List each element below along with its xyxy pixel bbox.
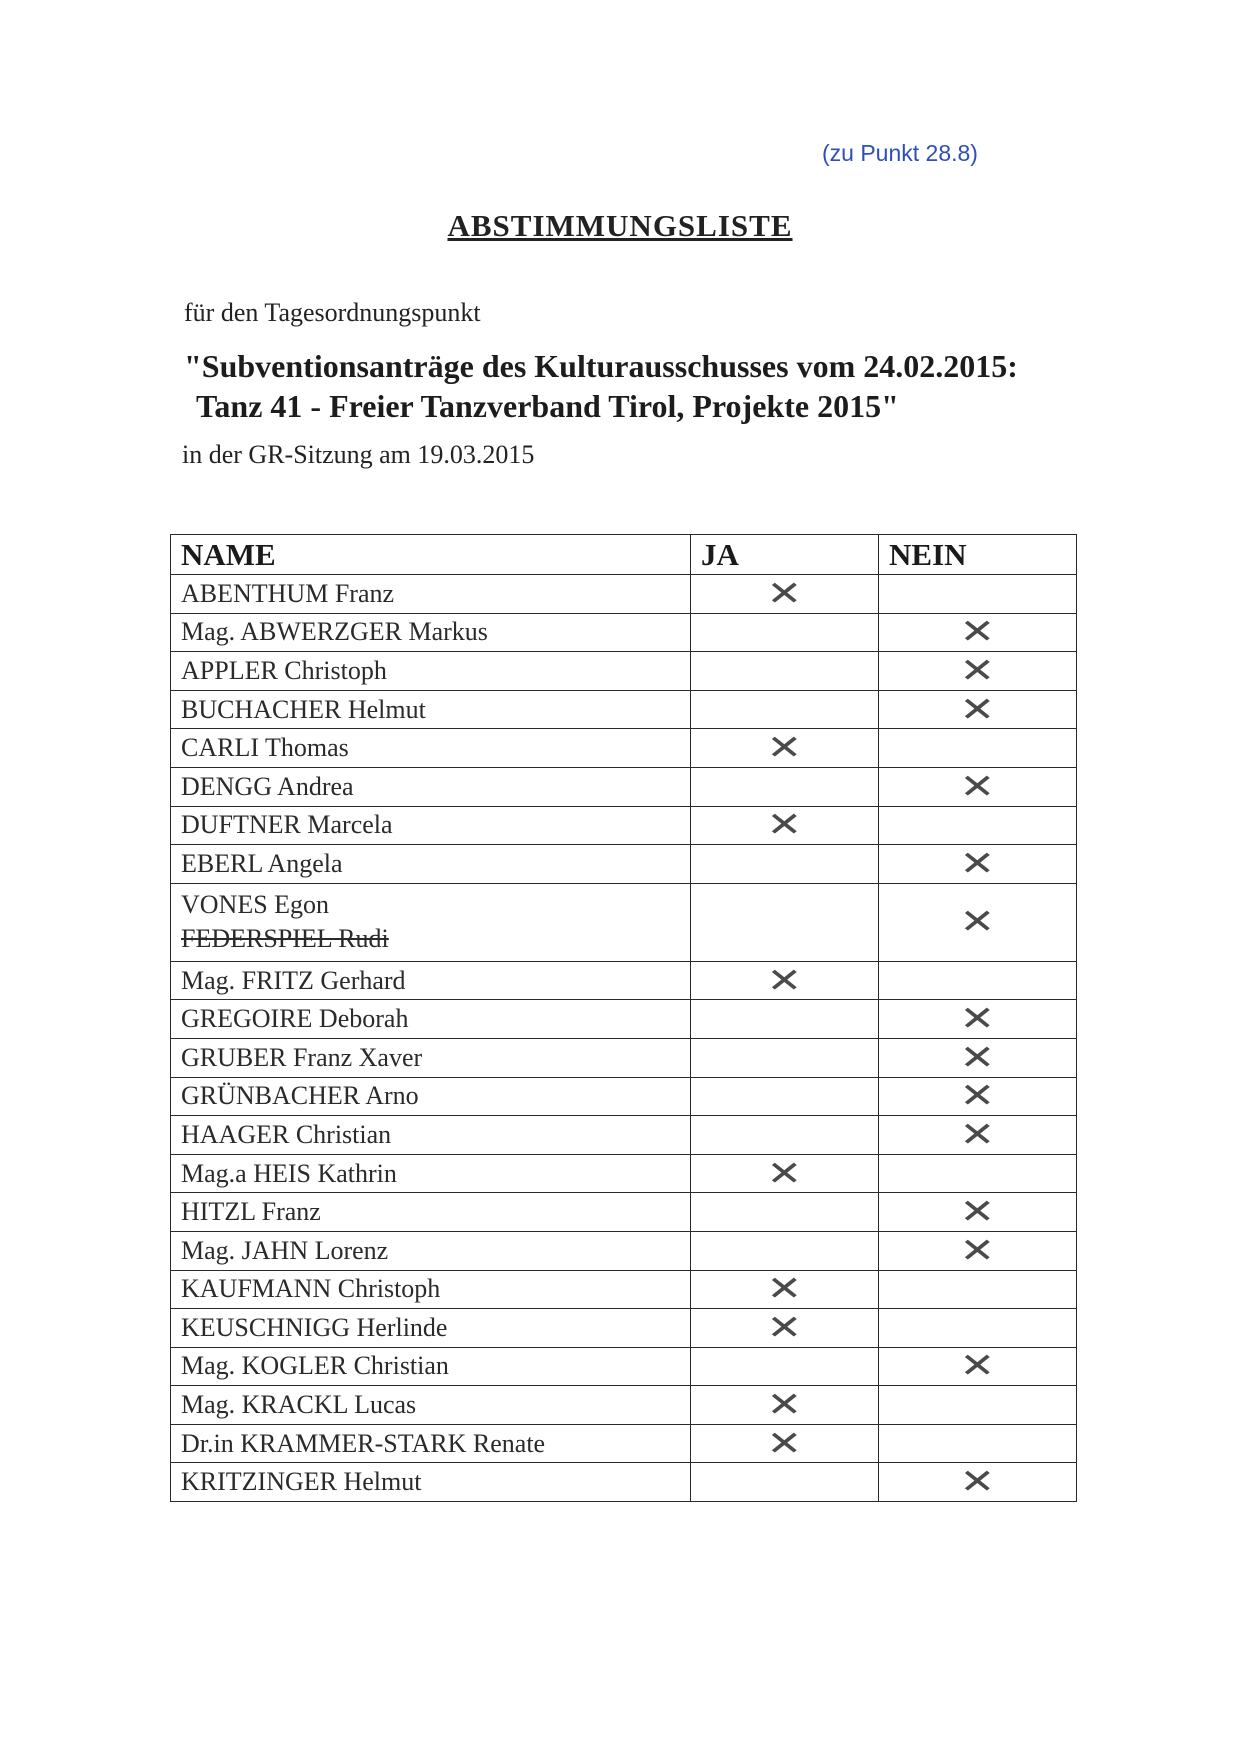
vote-cell-ja: [691, 729, 879, 768]
member-name: [171, 1309, 691, 1348]
cross-mark-icon: ✕: [959, 1230, 996, 1271]
vote-cell-ja: [691, 806, 879, 845]
vote-cell-ja: [691, 1077, 879, 1116]
vote-cell-nein: [879, 575, 1077, 614]
member-name: [171, 613, 691, 652]
member-name-text: Mag.a HEIS Kathrin: [181, 1158, 397, 1188]
cross-mark-icon: ✕: [959, 1346, 996, 1387]
table-row: [171, 652, 1077, 691]
member-name: [171, 652, 691, 691]
vote-table-header: [171, 535, 1077, 575]
table-row: [171, 690, 1077, 729]
vote-cell-ja: [691, 1154, 879, 1193]
vote-cell-nein: [879, 1463, 1077, 1502]
table-row: [171, 1347, 1077, 1386]
table-row: [171, 845, 1077, 884]
cross-mark-icon: ✕: [959, 650, 996, 691]
column-header-ja: JA: [691, 535, 879, 575]
vote-cell-nein: [879, 961, 1077, 1000]
column-header-name: NAME: [171, 535, 691, 575]
vote-cell-nein: [879, 1000, 1077, 1039]
vote-cell-nein: [879, 883, 1077, 961]
vote-cell-ja: [691, 1347, 879, 1386]
vote-cell-nein: [879, 767, 1077, 806]
cross-mark-icon: ✕: [959, 1114, 996, 1155]
cross-mark-icon: ✕: [766, 728, 803, 769]
member-name-text: GRÜNBACHER Arno: [181, 1081, 419, 1111]
table-row: [171, 1386, 1077, 1425]
member-name-text: KAUFMANN Christoph: [181, 1274, 441, 1304]
vote-cell-nein: [879, 1038, 1077, 1077]
member-name-text: Mag. ABWERZGER Markus: [181, 617, 488, 647]
vote-cell-nein: [879, 652, 1077, 691]
table-row: [171, 1077, 1077, 1116]
vote-cell-nein: [879, 729, 1077, 768]
member-name: [171, 1077, 691, 1116]
table-row: [171, 961, 1077, 1000]
vote-cell-ja: [691, 1424, 879, 1463]
vote-cell-ja: [691, 1000, 879, 1039]
member-name: [171, 1193, 691, 1232]
cross-mark-icon: ✕: [959, 1037, 996, 1078]
cross-mark-icon: ✕: [959, 843, 996, 884]
cross-mark-icon: ✕: [959, 612, 996, 653]
member-name: [171, 729, 691, 768]
column-header-nein: NEIN: [879, 535, 1077, 575]
cross-mark-icon: ✕: [959, 1192, 996, 1233]
vote-cell-nein: [879, 1347, 1077, 1386]
member-name-text: Dr.in KRAMMER-STARK Renate: [181, 1428, 546, 1458]
subject-line-2: Tanz 41 - Freier Tanzverband Tirol, Projekte 2015": [196, 388, 899, 424]
session-date: in der GR-Sitzung am 19.03.2015: [182, 440, 535, 469]
table-row: [171, 1116, 1077, 1155]
vote-cell-ja: [691, 845, 879, 884]
member-name-text: EBERL Angela: [181, 848, 343, 878]
cross-mark-icon: ✕: [766, 573, 803, 614]
vote-cell-ja: [691, 1193, 879, 1232]
table-row: [171, 767, 1077, 806]
cross-mark-icon: ✕: [959, 1076, 996, 1117]
cross-mark-icon: ✕: [766, 1385, 803, 1426]
vote-cell-nein: [879, 845, 1077, 884]
member-name: [171, 1231, 691, 1270]
member-name: [171, 575, 691, 614]
member-name: [171, 690, 691, 729]
table-row: [171, 1270, 1077, 1309]
member-name-text: CARLI Thomas: [181, 733, 349, 763]
table-row: [171, 575, 1077, 614]
member-name-text: ABENTHUM Franz: [181, 578, 395, 608]
subject-line-1: "Subventionsanträge des Kulturausschusses vom 24.02.2015:: [184, 348, 1018, 384]
cross-mark-icon: ✕: [766, 805, 803, 846]
member-name: [171, 1270, 691, 1309]
cross-mark-icon: ✕: [959, 999, 996, 1040]
member-name-text: HAAGER Christian: [181, 1119, 392, 1149]
struck-member-name: FEDERSPIEL Rudi: [181, 924, 389, 954]
cross-mark-icon: ✕: [766, 1153, 803, 1194]
member-name: [171, 1154, 691, 1193]
vote-cell-ja: [691, 1231, 879, 1270]
member-name-text: Mag. JAHN Lorenz: [181, 1235, 389, 1265]
member-name: [171, 883, 691, 961]
cross-mark-icon: ✕: [959, 766, 996, 807]
vote-cell-nein: [879, 1309, 1077, 1348]
vote-cell-ja: [691, 961, 879, 1000]
vote-cell-ja: [691, 1270, 879, 1309]
member-name-text: Mag. KRACKL Lucas: [181, 1390, 417, 1420]
member-name: [171, 1038, 691, 1077]
vote-cell-nein: [879, 1116, 1077, 1155]
vote-cell-ja: [691, 575, 879, 614]
member-name-text: KEUSCHNIGG Herlinde: [181, 1312, 448, 1342]
table-row: [171, 729, 1077, 768]
member-name: [171, 845, 691, 884]
member-name: [171, 1424, 691, 1463]
vote-cell-nein: [879, 1154, 1077, 1193]
member-name-text: KRITZINGER Helmut: [181, 1467, 422, 1497]
member-name: [171, 1116, 691, 1155]
table-row: [171, 1463, 1077, 1502]
member-name-text: APPLER Christoph: [181, 655, 387, 685]
member-name-text: DUFTNER Marcela: [181, 810, 393, 840]
member-name: [171, 1463, 691, 1502]
vote-cell-nein: [879, 1424, 1077, 1463]
cross-mark-icon: ✕: [766, 1307, 803, 1348]
table-row: [171, 1424, 1077, 1463]
page-title: ABSTIMMUNGSLISTE: [447, 208, 793, 243]
table-row: [171, 613, 1077, 652]
vote-cell-nein: [879, 806, 1077, 845]
member-name: [171, 806, 691, 845]
table-row: [171, 883, 1077, 961]
vote-cell-ja: [691, 1038, 879, 1077]
table-row: [171, 1038, 1077, 1077]
vote-cell-nein: [879, 613, 1077, 652]
member-name-text: DENGG Andrea: [181, 771, 354, 801]
vote-cell-ja: [691, 690, 879, 729]
vote-cell-ja: [691, 1386, 879, 1425]
vote-cell-nein: [879, 690, 1077, 729]
member-name: [171, 1347, 691, 1386]
vote-cell-ja: [691, 613, 879, 652]
vote-cell-ja: [691, 883, 879, 961]
cross-mark-icon: ✕: [766, 960, 803, 1001]
vote-cell-nein: [879, 1193, 1077, 1232]
table-row: [171, 1193, 1077, 1232]
agenda-subject: [184, 346, 1018, 426]
vote-cell-nein: [879, 1077, 1077, 1116]
cross-mark-icon: ✕: [959, 1462, 996, 1503]
member-name: [171, 1386, 691, 1425]
table-row: [171, 1309, 1077, 1348]
vote-cell-nein: [879, 1270, 1077, 1309]
member-name-text: HITZL Franz: [181, 1197, 321, 1227]
vote-cell-ja: [691, 652, 879, 691]
cross-mark-icon: ✕: [766, 1423, 803, 1464]
vote-cell-ja: [691, 767, 879, 806]
intro-text: für den Tagesordnungspunkt: [184, 298, 481, 327]
vote-cell-ja: [691, 1309, 879, 1348]
member-name: [171, 767, 691, 806]
cross-mark-icon: ✕: [959, 902, 996, 943]
member-name-text: VONES Egon: [181, 890, 330, 920]
table-row: [171, 1154, 1077, 1193]
table-row: [171, 1000, 1077, 1039]
vote-cell-nein: [879, 1386, 1077, 1425]
vote-cell-nein: [879, 1231, 1077, 1270]
member-name: [171, 961, 691, 1000]
reference-note: (zu Punkt 28.8): [822, 140, 978, 166]
cross-mark-icon: ✕: [959, 689, 996, 730]
vote-cell-ja: [691, 1116, 879, 1155]
table-row: [171, 806, 1077, 845]
vote-cell-ja: [691, 1463, 879, 1502]
vote-table: [170, 534, 1077, 1502]
member-name: [171, 1000, 691, 1039]
table-row: [171, 1231, 1077, 1270]
member-name-text: Mag. KOGLER Christian: [181, 1351, 449, 1381]
member-name-text: GRUBER Franz Xaver: [181, 1042, 423, 1072]
cross-mark-icon: ✕: [766, 1269, 803, 1310]
vote-rows: [171, 575, 1077, 1502]
member-name-text: GREGOIRE Deborah: [181, 1004, 409, 1034]
member-name-text: BUCHACHER Helmut: [181, 694, 426, 724]
member-name-text: Mag. FRITZ Gerhard: [181, 965, 406, 995]
